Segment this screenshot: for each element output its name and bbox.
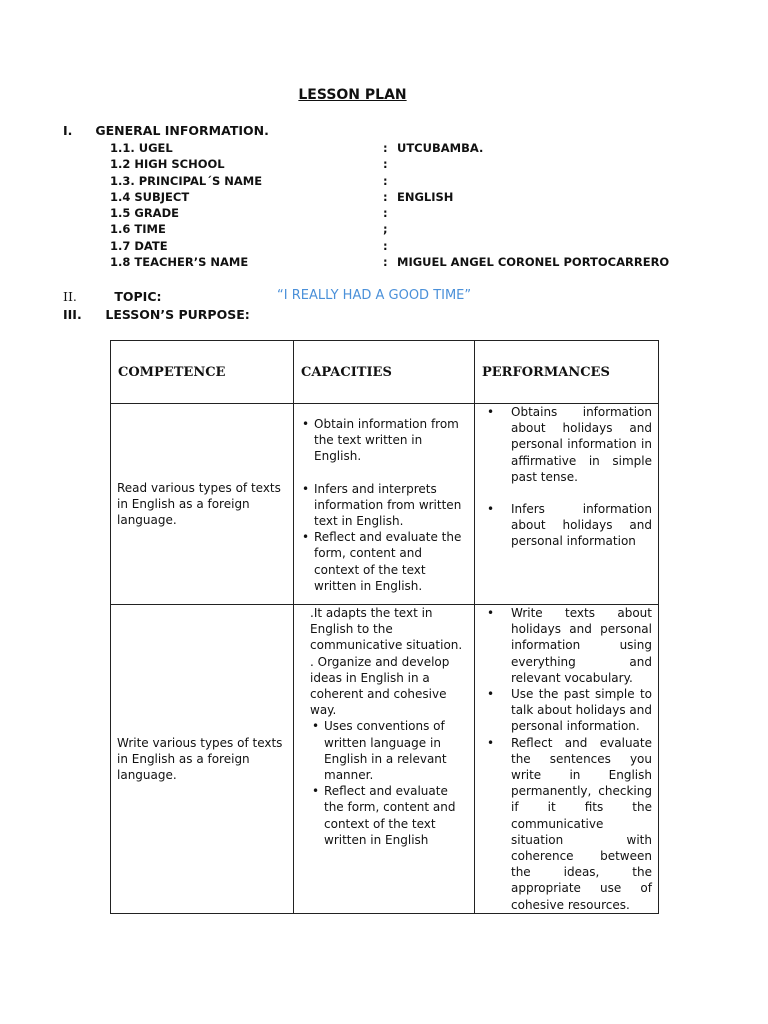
list-item: • Reflect and evaluate the form, content and context of the text written in English [310,783,468,848]
info-label: 1.7 DATE [110,238,168,253]
capacities-list [300,416,468,594]
info-label: 1.5 GRADE [110,206,179,221]
info-label: 1.6 TIME [110,222,166,237]
info-separator: : [383,255,388,270]
section-number: III. [63,307,82,322]
list-item: • Reflect and evaluate the sentences you write in English permanently, checking if it fits the communicative situation with coherence between the ideas, the appropriate use of cohesive resources. [485,735,652,913]
capacity-text: . Organize and develop ideas in English in a coherent and cohesive way. [310,654,450,718]
info-label: 1.4 SUBJECT [110,189,190,204]
section-lesson-purpose [63,307,250,322]
header-performances: PERFORMANCES [475,341,659,404]
list-item: • Infers and interprets information from written text in English. [300,481,468,530]
section-topic [63,289,162,304]
list-item: • Reflect and evaluate the form, content and context of the text written in English. [300,529,468,594]
info-separator: : [383,189,388,204]
section-label: LESSON’S PURPOSE: [105,307,250,322]
header-competence: COMPETENCE [111,341,294,404]
capacity-text: .It adapts the text in English to the communicative situation. [310,606,463,653]
info-label: 1.2 HIGH SCHOOL [110,157,225,172]
competence-cell: Read various types of texts in English as a foreign language. [111,404,294,605]
capacities-cell [294,605,475,914]
topic-label: TOPIC: [114,289,162,304]
table-row [111,404,659,605]
info-separator: : [383,141,388,155]
table-row [111,605,659,914]
performances-cell [475,404,659,605]
spacer [300,465,468,481]
info-separator: : [383,173,388,188]
topic-value: “I REALLY HAD A GOOD TIME” [277,288,472,303]
list-item: • Uses conventions of written language in English in a relevant manner. [310,718,468,783]
document-title: LESSON PLAN [298,87,407,103]
capacities-list [300,718,468,848]
info-label: 1.3. PRINCIPAL´S NAME [110,173,263,188]
info-label: 1.8 TEACHER’S NAME [110,255,249,270]
section-general-information [63,123,269,138]
info-label: 1.1. UGEL [110,141,173,155]
spacer [485,485,652,501]
performances-list [485,404,652,550]
performances-cell [475,605,659,914]
section-number: II. [63,289,77,304]
list-item: • Use the past simple to talk about holidays and personal information. [485,686,652,735]
performances-list [485,605,652,913]
info-separator: : [383,238,388,253]
table-header-row [111,341,659,404]
info-separator: ; [383,222,388,237]
competence-cell: Write various types of texts in English as a foreign language. [111,605,294,914]
list-item: • Infers information about holidays and personal information [485,501,652,550]
list-item: • Write texts about holidays and personal information using everything and relevant vocabulary. [485,605,652,686]
section-label: GENERAL INFORMATION. [95,123,269,138]
info-value: ENGLISH [397,189,454,204]
info-value: MIGUEL ANGEL CORONEL PORTOCARRERO [397,255,670,270]
info-separator: : [383,206,388,221]
info-separator: : [383,157,388,172]
header-capacities: CAPACITIES [294,341,475,404]
lesson-purpose-table [110,340,659,914]
section-number: I. [63,123,73,138]
list-item: • Obtains information about holidays and personal information in affirmative in simple past tense. [485,404,652,485]
list-item: • Obtain information from the text written in English. [300,416,468,465]
info-value: UTCUBAMBA. [397,141,484,155]
capacities-cell [294,404,475,605]
